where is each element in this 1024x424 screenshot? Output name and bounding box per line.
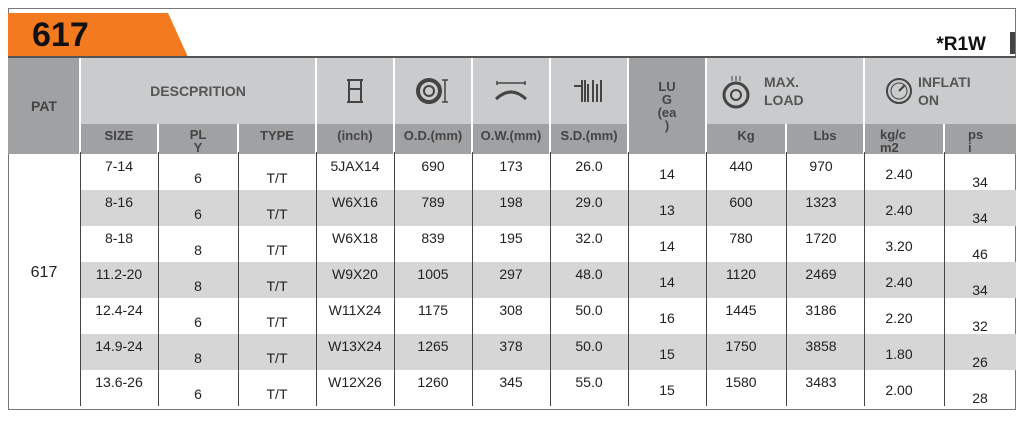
cell-type: T/T xyxy=(266,170,288,186)
cell-type: T/T xyxy=(266,242,288,258)
cell-kgc: 2.40 xyxy=(885,202,913,218)
cell-kgc: 2.40 xyxy=(885,166,913,182)
lbs-subheader: Lbs xyxy=(786,124,864,154)
rim-icon xyxy=(344,77,366,105)
cell-size: 12.4-24 xyxy=(95,302,143,318)
cell-rim: W11X24 xyxy=(328,302,382,318)
cell-ow: 345 xyxy=(499,374,523,390)
cell-sd: 26.0 xyxy=(575,158,603,174)
cell-lbs: 2469 xyxy=(805,266,837,282)
tire-outer-diameter-icon xyxy=(416,76,450,106)
cell-lbs: 3858 xyxy=(805,338,837,354)
cell-psi: 34 xyxy=(972,174,988,190)
cell-kgc: 1.80 xyxy=(885,346,913,362)
cell-kgc: 2.20 xyxy=(885,310,913,326)
rim-header xyxy=(316,58,394,124)
cell-kg: 440 xyxy=(729,158,753,174)
cell-lbs: 1323 xyxy=(805,194,837,210)
cell-od: 690 xyxy=(421,158,445,174)
column-divider xyxy=(944,152,945,406)
cell-kg: 1120 xyxy=(725,266,757,282)
ply-subheader: PL Y xyxy=(158,124,238,154)
cell-kg: 600 xyxy=(729,194,753,210)
cell-lug: 15 xyxy=(659,382,675,398)
pat-header: PAT xyxy=(8,58,80,154)
cell-kgc: 2.00 xyxy=(885,382,913,398)
cell-od: 839 xyxy=(421,230,445,246)
psi-subheader: ps i xyxy=(944,124,1016,154)
cell-lug: 16 xyxy=(659,310,675,326)
cell-ply: 6 xyxy=(194,386,202,402)
max-load-header xyxy=(706,58,864,124)
cell-rim: W13X24 xyxy=(328,338,382,354)
cell-lbs: 970 xyxy=(809,158,833,174)
cell-ow: 378 xyxy=(499,338,523,354)
cell-kg: 1445 xyxy=(725,302,757,318)
loaded-tire-icon xyxy=(718,73,754,109)
cell-size: 11.2-20 xyxy=(95,266,143,282)
max-load-label: MAX. LOAD xyxy=(764,74,804,108)
cell-ply: 8 xyxy=(194,242,202,258)
cell-sd: 50.0 xyxy=(575,338,603,354)
cell-psi: 28 xyxy=(972,390,988,406)
section-depth-icon xyxy=(571,76,607,106)
cell-ply: 6 xyxy=(194,206,202,222)
cell-psi: 34 xyxy=(972,282,988,298)
column-divider xyxy=(472,152,473,406)
rim-subheader: (inch) xyxy=(316,124,394,154)
cell-type: T/T xyxy=(266,386,288,402)
kgc-subheader: kg/c m2 xyxy=(864,124,944,154)
series-code: *R1W xyxy=(936,34,986,55)
cell-sd: 29.0 xyxy=(575,194,603,210)
column-divider xyxy=(628,152,629,406)
cell-od: 1260 xyxy=(417,374,449,390)
cell-ply: 8 xyxy=(194,278,202,294)
cell-kgc: 2.40 xyxy=(885,274,913,290)
column-divider xyxy=(238,152,239,406)
cell-ply: 8 xyxy=(194,350,202,366)
column-divider xyxy=(316,152,317,406)
cell-lbs: 3186 xyxy=(805,302,837,318)
cell-rim: W6X16 xyxy=(332,194,378,210)
cell-kg: 1580 xyxy=(725,374,757,390)
cell-ow: 198 xyxy=(499,194,523,210)
cell-lug: 14 xyxy=(659,166,675,182)
cell-sd: 50.0 xyxy=(575,302,603,318)
ow-header xyxy=(472,58,550,124)
cell-od: 1175 xyxy=(417,302,449,318)
size-subheader: SIZE xyxy=(80,124,158,154)
page-title: 617 xyxy=(32,16,89,54)
cell-ow: 195 xyxy=(499,230,523,246)
inflation-header xyxy=(864,58,1016,124)
cell-lug: 14 xyxy=(659,274,675,290)
cell-rim: W9X20 xyxy=(332,266,378,282)
cell-size: 14.9-24 xyxy=(95,338,143,354)
od-subheader: O.D.(mm) xyxy=(394,124,472,154)
pressure-gauge-icon xyxy=(884,76,914,106)
cell-kg: 780 xyxy=(729,230,753,246)
ow-subheader: O.W.(mm) xyxy=(472,124,550,154)
sd-header xyxy=(550,58,628,124)
column-divider xyxy=(706,152,707,406)
cell-type: T/T xyxy=(266,350,288,366)
cell-psi: 34 xyxy=(972,210,988,226)
cell-lbs: 1720 xyxy=(805,230,837,246)
cell-lug: 13 xyxy=(659,202,675,218)
cell-size: 13.6-26 xyxy=(95,374,143,390)
column-divider xyxy=(550,152,551,406)
cell-sd: 48.0 xyxy=(575,266,603,282)
cell-sd: 55.0 xyxy=(575,374,603,390)
cell-type: T/T xyxy=(266,206,288,222)
edge-marker xyxy=(1010,32,1015,54)
lug-header: LU G (ea ) xyxy=(628,58,706,154)
kg-subheader: Kg xyxy=(706,124,786,154)
cell-type: T/T xyxy=(266,278,288,294)
cell-kgc: 3.20 xyxy=(885,238,913,254)
type-subheader: TYPE xyxy=(238,124,316,154)
cell-od: 789 xyxy=(421,194,445,210)
sd-subheader: S.D.(mm) xyxy=(550,124,628,154)
cell-ply: 6 xyxy=(194,170,202,186)
cell-size: 8-16 xyxy=(104,194,134,210)
cell-ow: 308 xyxy=(499,302,523,318)
cell-sd: 32.0 xyxy=(575,230,603,246)
cell-size: 7-14 xyxy=(104,158,134,174)
column-divider xyxy=(864,152,865,406)
inflation-label: INFLATI ON xyxy=(918,74,971,108)
cell-size: 8-18 xyxy=(104,230,134,246)
cell-ply: 6 xyxy=(194,314,202,330)
column-divider xyxy=(394,152,395,406)
cell-rim: 5JAX14 xyxy=(330,158,380,174)
cell-kg: 1750 xyxy=(725,338,757,354)
cell-psi: 46 xyxy=(972,246,988,262)
cell-ow: 173 xyxy=(499,158,523,174)
cell-type: T/T xyxy=(266,314,288,330)
cell-od: 1005 xyxy=(417,266,449,282)
cell-rim: W6X18 xyxy=(332,230,378,246)
cell-psi: 26 xyxy=(972,354,988,370)
cell-lbs: 3483 xyxy=(805,374,837,390)
cell-ow: 297 xyxy=(499,266,523,282)
description-header: DESCPRITION xyxy=(80,58,316,124)
column-divider xyxy=(158,152,159,406)
cell-lug: 14 xyxy=(659,238,675,254)
cell-psi: 32 xyxy=(972,318,988,334)
column-divider xyxy=(786,152,787,406)
cell-od: 1265 xyxy=(417,338,449,354)
tire-width-icon xyxy=(491,79,531,103)
column-divider xyxy=(80,152,81,406)
od-header xyxy=(394,58,472,124)
cell-lug: 15 xyxy=(659,346,675,362)
pat-value: 617 xyxy=(30,264,58,281)
cell-rim: W12X26 xyxy=(328,374,382,390)
